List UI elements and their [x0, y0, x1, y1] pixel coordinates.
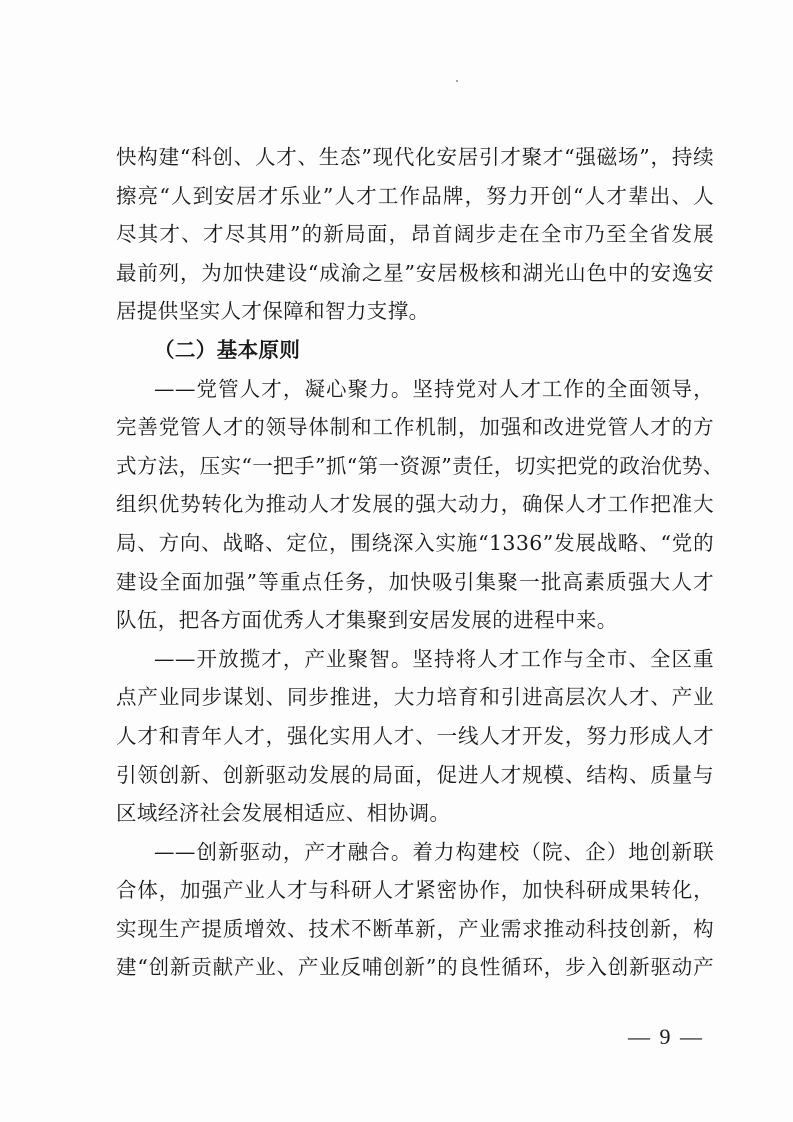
section-heading: （二）基本原则	[154, 337, 301, 362]
text-line: 尽其才、才尽其用”的新局面，昂首阔步走在全市乃至全省发展	[116, 222, 714, 247]
text-line: 引领创新、创新驱动发展的局面，促进人才规模、结构、质量与	[116, 762, 714, 787]
scan-speck	[456, 80, 458, 82]
principle-line: ——创新驱动，产才融合。着力构建校（院、企）地创新联	[154, 839, 714, 864]
text-line: 队伍，把各方面优秀人才集聚到安居发展的进程中来。	[116, 608, 618, 633]
text-line: 式方法，压实“一把手”抓“第一资源”责任，切实把党的政治优势、	[116, 453, 724, 478]
text-line: 局、方向、战略、定位，围绕深入实施“1336”发展战略、“党的	[116, 530, 714, 555]
text-line: 点产业同步谋划、同步推进，大力培育和引进高层次人才、产业	[116, 685, 714, 710]
page-number: — 9 —	[628, 1024, 704, 1049]
text-line: 完善党管人才的领导体制和工作机制，加强和改进党管人才的方	[116, 415, 714, 440]
text-line: 快构建“科创、人才、生态”现代化安居引才聚才“强磁场”，持续	[116, 145, 714, 169]
text-line: 区域经济社会发展相适应、相协调。	[116, 801, 451, 826]
body-text	[116, 138, 724, 987]
text-line: 实现生产提质增效、技术不断革新，产业需求推动科技创新，构	[116, 916, 714, 941]
principle-line: ——开放揽才，产业聚智。坚持将人才工作与全市、全区重	[154, 646, 714, 671]
text-line: 合体，加强产业人才与科研人才紧密协作，加快科研成果转化，	[116, 878, 714, 903]
text-line: 人才和青年人才，强化实用人才、一线人才开发，努力形成人才	[116, 723, 714, 748]
text-line: 居提供坚实人才保障和智力支撑。	[116, 299, 430, 324]
text-line: 组织优势转化为推动人才发展的强大动力，确保人才工作把准大	[116, 492, 714, 517]
principle-line: ——党管人才，凝心聚力。坚持党对人才工作的全面领导，	[154, 376, 714, 401]
text-line: 最前列，为加快建设“成渝之星”安居极核和湖光山色中的安逸安	[116, 260, 714, 285]
text-line: 建“创新贡献产业、产业反哺创新”的良性循环，步入创新驱动产	[116, 955, 714, 980]
text-line: 建设全面加强”等重点任务，加快吸引集聚一批高素质强大人才	[116, 569, 714, 594]
text-line: 擦亮“人到安居才乐业”人才工作品牌，努力开创“人才辈出、人	[116, 183, 714, 208]
